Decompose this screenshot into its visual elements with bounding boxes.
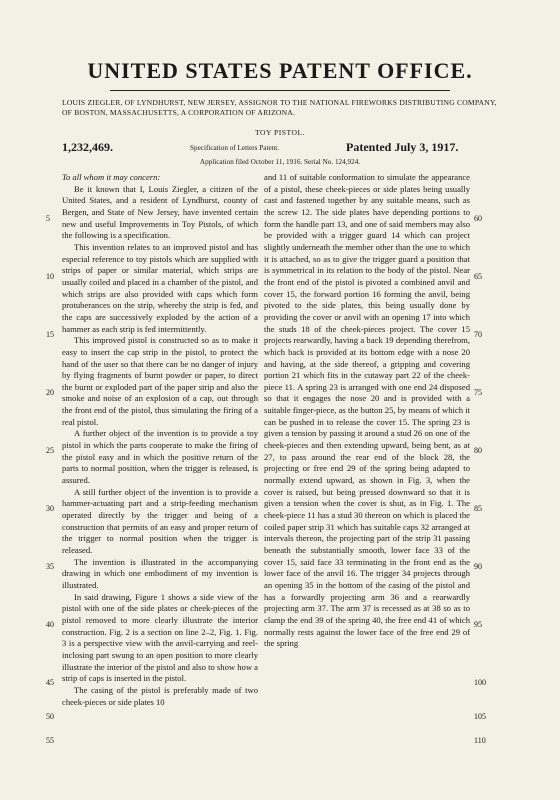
paragraph: In said drawing, Figure 1 shows a side view of the pistol with one of the side plates or cheek-pieces of the pistol removed to more clearly illustrate the interior construction. Fig. 2 is a section on line 2–2, Fig. 1. Fig. 3 is a perspective view with the anvil-carrying and reel-inclosing part swung to an open position to more clearly illustrate the interior of the pistol and also to show how a strip of caps is inserted in the pistol. [62,591,258,684]
inventor-assignor-line: LOUIS ZIEGLER, OF LYNDHURST, NEW JERSEY, ASSIGNOR TO THE NATIONAL FIREWORKS DISTRIBUTING COMPANY, OF BOSTON, MASSACHUSETTS, A CORPORATION OF ARIZONA. [62,98,497,117]
line-number: 105 [474,712,486,721]
office-title: UNITED STATES PATENT OFFICE. [87,58,473,83]
invention-title: TOY PISTOL. [254,128,306,137]
line-number: 40 [46,620,54,629]
salutation: To all whom it may concern: [62,172,161,182]
line-number: 60 [474,214,482,223]
line-number: 20 [46,388,54,397]
line-number: 50 [46,712,54,721]
line-number: 100 [474,678,486,687]
paragraph: A still further object of the invention is to provide a hammer-actuating part and a strip-feeding mechanism operated directly by the trigger and being of a construction that permits of an easy and proper return of the trigger to normal position when the trigger is released. [62,486,258,555]
paragraph: A further object of the invention is to provide a toy pistol in which the parts cooperate to make the firing of the pistol easy and in which the positive return of the parts to normal position, when the trigger is released, is assured. [62,428,258,486]
specification-label: Specification of Letters Patent. [190,144,280,152]
title-rule [110,90,450,91]
paragraph: This invention relates to an improved pistol and has especial reference to toy pistols which are supplied with strips of paper or similar material, which strips are usually coiled and placed in a chamber of the pistol, and which strips are also provided with caps which form protuberances on the strip, whereby the strip is fed, and the caps are successively exploded by the action of a hammer as each strip is fed intermittently. [62,241,258,334]
line-number: 75 [474,388,482,397]
line-number: 65 [474,272,482,281]
line-number: 25 [46,446,54,455]
application-filed-line: Application filed October 11, 1916. Serial No. 124,924. [199,158,361,166]
line-number: 110 [474,736,486,745]
line-number: 15 [46,330,54,339]
line-number: 85 [474,504,482,513]
patented-date: Patented July 3, 1917. [346,140,459,154]
line-number: 30 [46,504,54,513]
paragraph: The invention is illustrated in the accompanying drawing in which one embodiment of my invention is illustrated. [62,556,258,590]
paragraph: Be it known that I, Louis Ziegler, a citizen of the United States, and a resident of Lyndhurst, county of Bergen, and State of New Jersey, have invented certain new and useful Improvements in Toy Pistols, of which the following is a specification. [62,183,258,241]
line-number: 35 [46,562,54,571]
line-number: 70 [474,330,482,339]
paragraph: The casing of the pistol is preferably made of two cheek-pieces or side plates 10 [62,684,258,707]
line-number: 90 [474,562,482,571]
line-number: 45 [46,678,54,687]
line-number: 5 [46,214,50,223]
left-text-column [62,172,258,750]
line-number: 10 [46,272,54,281]
right-text-column [264,172,470,750]
line-number: 55 [46,736,54,745]
patent-number: 1,232,469. [62,140,113,154]
paragraph: and 11 of suitable conformation to simulate the appearance of a pistol, these cheek-pieces or side plates being usually cast and fastened together by any suitable means, such as the screw 12. The side plates have depending portions to form the handle part 13, and one of said members may also be provided with a trigger guard 14 which can project slightly underneath the member other than the one to which it is attached, so as to give the trigger guard a position that is symmetrical in its relation to the body of the pistol. Near the front end of the pistol is pivoted a combined anvil and cover 15, the forward portion 16 forming the anvil, being pivoted to the side plates, this being usually done by providing the cover or anvil with an opening 17 into which the studs 18 of the cheek-pieces project. The cover 15 projects rearwardly, having a back 19 depending therefrom, which back is provided at its bottom edge with a nose 20 and having, at the side thereof, a gripping and covering portion 21 which fits in the cutaway part 22 of the cheek-piece 11. A spring 23 is arranged with one end 24 disposed so that it engages the nose 20 and is provided with a suitable finger-piece, as the button 25, by means of which it can be pushed in to release the cover 15. The spring 23 is given a tension by passing it around a stud 26 on one of the cheek-pieces and then extending upward, being bent, as at 27, to pass around the rear end of the block 28, the projecting or free end 29 of the spring being adapted to normally extend upward, as shown in Fig. 3, when the cover is raised, but being pressed downward so that it is given a tension when the cover is shut, as in Fig. 1. The cheek-piece 11 has a stud 30 thereon on which is placed the coiled paper strip 31 which has suitable caps 32 arranged at intervals thereon, the projecting part of the strip 31 passing beneath the substantially smooth, lower face 33 of the cover 15, said face 33 terminating in the front end as the lower face of the anvil 16. The trigger 34 projects through an opening 35 in the bottom of the casing of the pistol and has a forwardly projecting arm 36 and a rearwardly projecting arm 37. The arm 37 is recessed as at 38 so as to clamp the end 39 of the spring 40, the free end 41 of which normally rests against the lower face of the free end 29 of the spring [264,172,470,649]
line-number: 95 [474,620,482,629]
paragraph: This improved pistol is constructed so as to make it easy to insert the cap strip in the pistol, to protect the hand of the user so that there can be no danger of injury by flying fragments of burnt powder or paper, to direct the burnt or exploded part of the paper strip and also the smoke and noise of an explosion of a cap, out through the front end of the pistol, thus simulating the firing of a real pistol. [62,335,258,427]
line-number: 80 [474,446,482,455]
